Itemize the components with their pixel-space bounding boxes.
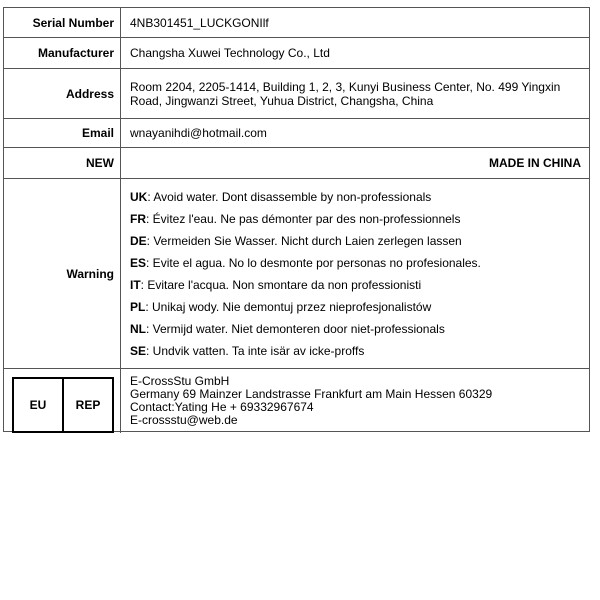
warning-line-it [130, 278, 581, 292]
product-label-table [3, 7, 590, 432]
rep-company: E-CrossStu GmbH [130, 374, 230, 388]
address-row [4, 69, 589, 119]
rep-address: Germany 69 Mainzer Landstrasse Frankfurt am Main Hessen 60329 [130, 387, 493, 401]
warning-text: : Évitez l'eau. Ne pas démonter par des non-professionnels [146, 211, 461, 226]
language-code: ES [130, 255, 147, 270]
warning-label: Warning [4, 179, 121, 368]
warning-line-es [130, 256, 581, 270]
serial-number-label: Serial Number [4, 8, 121, 37]
language-code: IT [130, 277, 141, 292]
warning-list [130, 190, 581, 358]
warning-text: : Vermijd water. Niet demonteren door niet-professionals [146, 321, 445, 336]
warning-line-de [130, 234, 581, 248]
new-row [4, 148, 589, 179]
language-code: SE [130, 343, 147, 358]
warning-line-pl [130, 300, 581, 314]
rep-mark: REP [62, 379, 112, 431]
eu-rep-symbol [12, 377, 114, 433]
email-row [4, 119, 589, 148]
manufacturer-row [4, 38, 589, 69]
warning-line-nl [130, 322, 581, 336]
warning-text: : Undvik vatten. Ta inte isär av icke-proffs [146, 343, 365, 358]
eu-rep-row [4, 369, 589, 433]
language-code: PL [130, 299, 146, 314]
address-value: Room 2204, 2205-1414, Building 1, 2, 3, Kunyi Business Center, No. 499 Yingxin Road, Jingwanzi Street, Yuhua District, Changsha, China [130, 79, 561, 108]
warning-value [121, 179, 589, 368]
manufacturer-value: Changsha Xuwei Technology Co., Ltd [130, 46, 330, 60]
serial-number-row [4, 8, 589, 38]
warning-text: : Unikaj wody. Nie demontuj przez nieprofesjonalistów [145, 299, 432, 314]
language-code: NL [130, 321, 146, 336]
language-code: FR [130, 211, 146, 226]
eu-rep-details [121, 369, 589, 433]
warning-line-fr [130, 212, 581, 226]
eu-rep-cell [4, 369, 121, 433]
warning-text: : Avoid water. Dont disassemble by non-professionals [147, 189, 432, 204]
warning-text: : Evitare l'acqua. Non smontare da non professionisti [140, 277, 422, 292]
eu-mark: EU [29, 398, 47, 412]
rep-email: E-crossstu@web.de [130, 413, 238, 427]
made-in-china-text: MADE IN CHINA [489, 156, 581, 170]
serial-number-value: 4NB301451_LUCKGONIlf [130, 15, 269, 30]
new-label: NEW [4, 148, 121, 178]
email-label: Email [4, 119, 121, 147]
language-code: DE [130, 233, 147, 248]
manufacturer-label: Manufacturer [4, 38, 121, 68]
email-value: wnayanihdi@hotmail.com [130, 126, 267, 140]
warning-text: : Evite el agua. No lo desmonte por personas no profesionales. [146, 255, 481, 270]
warning-line-se [130, 344, 581, 358]
eu-rep-lines [130, 375, 492, 427]
warning-line-uk [130, 190, 581, 204]
warning-row [4, 179, 589, 369]
warning-text: : Vermeiden Sie Wasser. Nicht durch Laien zerlegen lassen [146, 233, 462, 248]
rep-contact: Contact:Yating He + 69332967674 [130, 400, 314, 414]
address-label: Address [4, 69, 121, 118]
language-code: UK [130, 189, 148, 204]
